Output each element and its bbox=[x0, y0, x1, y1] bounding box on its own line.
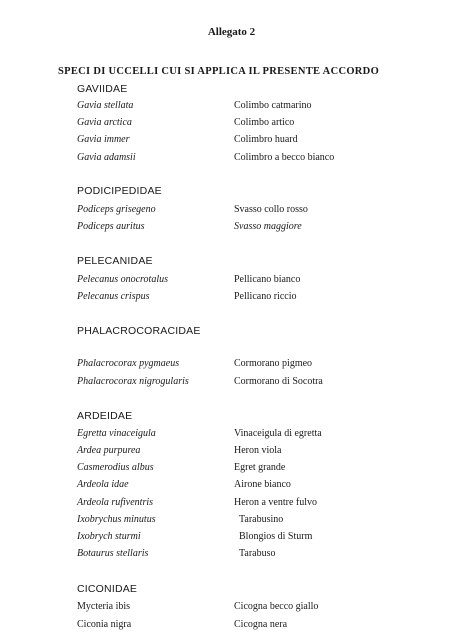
common-name: Tarabusino bbox=[239, 514, 284, 525]
scientific-name: Pelecanus onocrotalus bbox=[77, 274, 169, 285]
common-name: Airone bianco bbox=[234, 479, 291, 490]
species-row bbox=[0, 291, 463, 305]
species-row bbox=[0, 601, 463, 615]
family-gaviidae: GAVIIDAE bbox=[77, 83, 128, 95]
annex-title: Allegato 2 bbox=[207, 26, 256, 38]
common-name: Svasso maggiore bbox=[234, 221, 302, 232]
common-name: Vinaceigula di egretta bbox=[234, 428, 322, 439]
common-name: Colimbo catmarino bbox=[234, 100, 312, 111]
common-name: Svasso collo rosso bbox=[234, 204, 308, 215]
common-name: Colimbo artico bbox=[234, 117, 295, 128]
document-heading: SPECI DI UCCELLI CUI SI APPLICA IL PRESENTE ACCORDO bbox=[58, 66, 380, 77]
species-row bbox=[0, 531, 463, 545]
common-name: Blongios di Sturm bbox=[239, 531, 313, 542]
scientific-name: Ixobrychus minutus bbox=[77, 514, 156, 525]
family-ardeidae: ARDEIDAE bbox=[77, 410, 133, 422]
species-row bbox=[0, 479, 463, 493]
scientific-name: Pelecanus crispus bbox=[77, 291, 150, 302]
species-row bbox=[0, 221, 463, 235]
scientific-name: Ixobrych sturmi bbox=[77, 531, 141, 542]
species-row bbox=[0, 100, 463, 114]
common-name: Cicogna nera bbox=[234, 619, 288, 630]
species-row bbox=[0, 152, 463, 166]
scientific-name: Gavia arctica bbox=[77, 117, 132, 128]
scientific-name: Ardeola rufiventris bbox=[77, 497, 154, 508]
species-row bbox=[0, 376, 463, 390]
common-name: Pellicano bianco bbox=[234, 274, 301, 285]
common-name: Cormorano di Socotra bbox=[234, 376, 323, 387]
species-row bbox=[0, 117, 463, 131]
species-row bbox=[0, 274, 463, 288]
scientific-name: Casmerodius albus bbox=[77, 462, 154, 473]
common-name: Colimbro huard bbox=[234, 134, 298, 145]
scientific-name: Mycteria ibis bbox=[77, 601, 131, 612]
species-row bbox=[0, 445, 463, 459]
common-name: Pellicano riccio bbox=[234, 291, 297, 302]
scientific-name: Ardeola idae bbox=[77, 479, 129, 490]
common-name: Egret grande bbox=[234, 462, 286, 473]
common-name: Cicogna becco giallo bbox=[234, 601, 319, 612]
scientific-name: Egretta vinaceigula bbox=[77, 428, 156, 439]
scientific-name: Gavia stellata bbox=[77, 100, 134, 111]
scientific-name: Gavia immer bbox=[77, 134, 130, 145]
family-ciconidae: CICONIDAE bbox=[77, 583, 138, 595]
family-pelecanidae: PELECANIDAE bbox=[77, 255, 153, 267]
scientific-name: Gavia adamsii bbox=[77, 152, 136, 163]
species-row bbox=[0, 358, 463, 372]
species-row bbox=[0, 497, 463, 511]
scientific-name: Ardea purpurea bbox=[77, 445, 141, 456]
scientific-name: Ciconia nigra bbox=[77, 619, 132, 630]
common-name: Heron viola bbox=[234, 445, 282, 456]
common-name: Heron a ventre fulvo bbox=[234, 497, 318, 508]
scientific-name: Phalacrocorax nigrogularis bbox=[77, 376, 189, 387]
family-podicipedidae: PODICIPEDIDAE bbox=[77, 185, 162, 197]
common-name: Cormorano pigmeo bbox=[234, 358, 313, 369]
common-name: Tarabuso bbox=[239, 548, 276, 559]
scientific-name: Phalacrocorax pygmaeus bbox=[77, 358, 180, 369]
species-row bbox=[0, 134, 463, 148]
species-row bbox=[0, 548, 463, 562]
species-row bbox=[0, 514, 463, 528]
family-phalacrocoracidae: PHALACROCORACIDAE bbox=[77, 325, 201, 337]
species-row bbox=[0, 204, 463, 218]
scientific-name: Podiceps auritus bbox=[77, 221, 145, 232]
species-row bbox=[0, 428, 463, 442]
common-name: Colimbro a becco bianco bbox=[234, 152, 335, 163]
scientific-name: Podiceps grisegeno bbox=[77, 204, 156, 215]
species-row bbox=[0, 462, 463, 476]
species-row bbox=[0, 619, 463, 633]
scientific-name: Botaurus stellaris bbox=[77, 548, 149, 559]
